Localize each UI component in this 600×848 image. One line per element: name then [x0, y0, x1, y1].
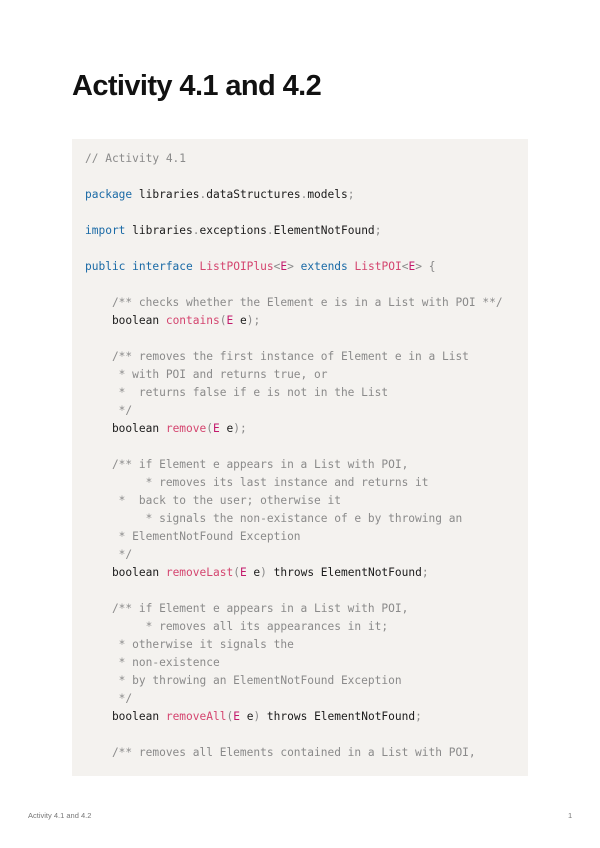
- code-token: */: [85, 548, 133, 561]
- code-token: (: [206, 422, 213, 435]
- code-token: import: [85, 224, 126, 237]
- code-token: * back to the user; otherwise it: [85, 494, 341, 507]
- code-token: models: [307, 188, 348, 201]
- code-token: (: [233, 566, 240, 579]
- code-token: .: [300, 188, 308, 201]
- code-token: /** if Element e appears in a List with POI,: [85, 602, 409, 615]
- code-token: (: [219, 314, 227, 327]
- code-token: [193, 260, 200, 273]
- code-token: libraries: [132, 188, 200, 201]
- code-token: [294, 260, 301, 273]
- code-line: [85, 420, 247, 438]
- code-token: * signals the non-existance of e by throwing an: [85, 512, 463, 525]
- code-token: exceptions: [199, 224, 267, 237]
- code-token: <: [401, 260, 409, 273]
- code-block: [72, 139, 528, 776]
- code-token: public interface: [85, 260, 193, 273]
- code-line: [85, 258, 435, 276]
- code-line: [85, 456, 408, 474]
- code-token: extends: [300, 260, 348, 273]
- code-line: [85, 564, 429, 582]
- code-token: * otherwise it signals the: [85, 638, 294, 651]
- code-line: [85, 384, 388, 402]
- code-token: >: [415, 260, 422, 273]
- code-line: [85, 708, 422, 726]
- code-line: [85, 600, 408, 618]
- code-token: {: [428, 260, 436, 273]
- code-line: [85, 492, 341, 510]
- code-token: throws ElementNotFound: [260, 710, 416, 723]
- code-token: ListPOIPlus: [199, 260, 274, 273]
- code-token: /** removes all Elements contained in a List with POI,: [85, 746, 476, 759]
- code-line: [85, 186, 354, 204]
- code-line: [85, 510, 462, 528]
- code-token: * removes its last instance and returns it: [85, 476, 429, 489]
- code-line: [85, 222, 381, 240]
- code-token: * non-existence: [85, 656, 220, 669]
- code-token: boolean: [85, 314, 166, 327]
- code-token: .: [266, 224, 274, 237]
- code-token: >: [287, 260, 294, 273]
- code-token: ;: [374, 224, 382, 237]
- code-token: E: [213, 422, 220, 435]
- code-token: removeAll: [165, 710, 227, 723]
- code-token: (: [226, 710, 234, 723]
- code-token: E: [226, 314, 234, 327]
- code-token: /** checks whether the Element e is in a List with POI **/: [85, 296, 503, 309]
- code-token: libraries: [125, 224, 193, 237]
- code-token: ElementNotFound: [273, 224, 375, 237]
- code-token: );: [233, 422, 247, 435]
- code-line: [85, 744, 476, 762]
- code-token: * removes all its appearances in it;: [85, 620, 389, 633]
- code-token: */: [85, 692, 133, 705]
- code-line: [85, 366, 327, 384]
- code-token: removeLast: [165, 566, 234, 579]
- code-token: E: [280, 260, 288, 273]
- code-token: ;: [421, 566, 429, 579]
- code-token: .: [192, 224, 200, 237]
- code-line: [85, 546, 132, 564]
- code-token: .: [199, 188, 207, 201]
- code-line: [85, 528, 301, 546]
- code-token: ListPOI: [354, 260, 402, 273]
- code-token: // Activity 4.1: [85, 152, 187, 165]
- code-line: [85, 348, 469, 366]
- code-token: ;: [347, 188, 355, 201]
- code-line: [85, 690, 132, 708]
- code-token: package: [85, 188, 133, 201]
- code-token: E: [239, 566, 247, 579]
- code-line: [85, 636, 294, 654]
- code-line: [85, 150, 186, 168]
- code-line: [85, 294, 503, 312]
- code-token: contains: [165, 314, 220, 327]
- code-token: boolean: [85, 566, 166, 579]
- code-token: );: [246, 314, 261, 327]
- code-line: [85, 654, 220, 672]
- code-token: e: [246, 566, 261, 579]
- code-token: /** if Element e appears in a List with POI,: [85, 458, 409, 471]
- code-line: [85, 312, 260, 330]
- footer-title: Activity 4.1 and 4.2: [28, 811, 92, 820]
- code-token: E: [408, 260, 416, 273]
- code-token: e: [233, 314, 247, 327]
- code-token: * ElementNotFound Exception: [85, 530, 301, 543]
- page-title: Activity 4.1 and 4.2: [72, 70, 322, 102]
- code-line: [85, 618, 388, 636]
- code-token: [348, 260, 355, 273]
- code-token: * by throwing an ElementNotFound Exception: [85, 674, 402, 687]
- code-token: * with POI and returns true, or: [85, 368, 328, 381]
- code-token: dataStructures: [206, 188, 301, 201]
- code-token: /** removes the first instance of Element e in a List: [85, 350, 469, 363]
- code-line: [85, 402, 132, 420]
- code-token: * returns false if e is not in the List: [85, 386, 389, 399]
- code-token: [422, 260, 429, 273]
- code-token: E: [233, 710, 240, 723]
- code-token: e: [239, 710, 254, 723]
- code-token: boolean: [85, 710, 166, 723]
- code-token: e: [219, 422, 234, 435]
- code-line: [85, 672, 402, 690]
- code-token: boolean: [85, 422, 166, 435]
- code-token: throws ElementNotFound: [266, 566, 422, 579]
- code-line: [85, 474, 429, 492]
- code-token: remove: [165, 422, 207, 435]
- page-number: 1: [568, 811, 573, 820]
- code-token: */: [85, 404, 133, 417]
- code-token: ;: [415, 710, 422, 723]
- code-token: <: [273, 260, 281, 273]
- code-token: ): [253, 710, 261, 723]
- code-token: ): [260, 566, 267, 579]
